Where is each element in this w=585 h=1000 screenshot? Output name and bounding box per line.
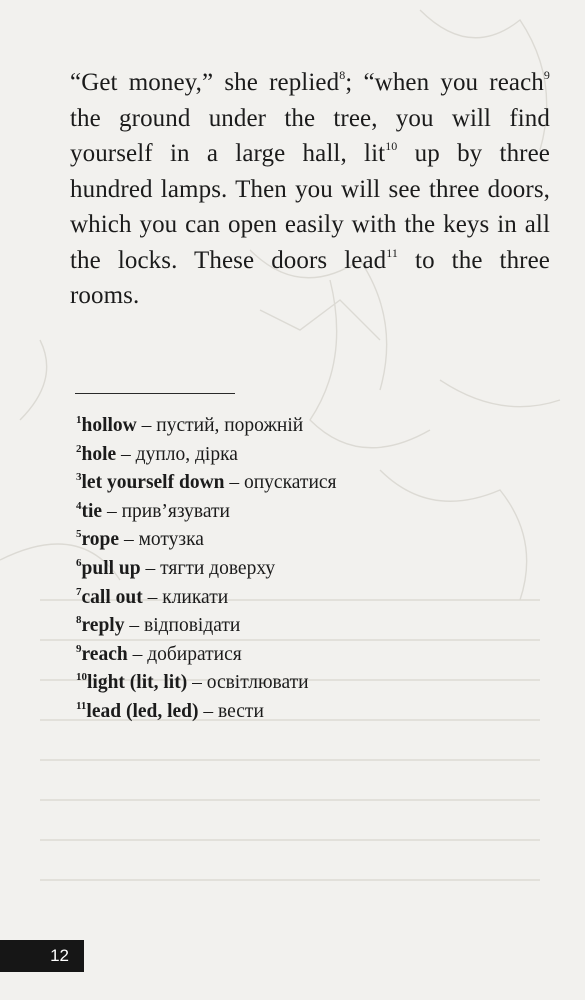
- footnote-item: [76, 412, 536, 441]
- footnote-translation: прив’язувати: [121, 500, 230, 522]
- footnote-term: reply: [81, 615, 125, 637]
- footnote-number: 7: [76, 585, 82, 598]
- footnote-item: [76, 469, 536, 498]
- footnote-number: 3: [76, 471, 82, 484]
- footnote-number: 1: [76, 414, 82, 426]
- footnote-term: hole: [81, 443, 117, 465]
- footnote-separator: –: [224, 472, 244, 494]
- footnote-term: call out: [81, 586, 143, 608]
- footnote-translation: освітлювати: [206, 672, 309, 694]
- footnote-item: [76, 612, 536, 641]
- footnote-term: let yourself down: [81, 472, 225, 494]
- page-number: 12: [50, 946, 69, 965]
- footnote-term: light (lit, lit): [87, 672, 188, 694]
- footnote-separator: –: [142, 586, 163, 608]
- footnote-term: rope: [81, 529, 120, 551]
- footnote-item: [76, 698, 536, 727]
- story-text-segment: the ground under the tree, you will find yourself in a large hall, lit: [70, 104, 550, 167]
- footnote-item: [76, 526, 536, 555]
- footnote-term: tie: [81, 500, 103, 522]
- footnote-translation: добиратися: [147, 643, 242, 665]
- footnote-item: [76, 555, 536, 584]
- footnote-translation: тягти доверху: [160, 557, 276, 579]
- footnote-number: 5: [76, 528, 82, 541]
- footnote-term: hollow: [81, 415, 137, 436]
- footnote-term: pull up: [81, 557, 141, 579]
- footnote-term: reach: [81, 643, 128, 665]
- footnote-item: [76, 641, 536, 670]
- story-text-segment: to the three rooms.: [70, 246, 550, 309]
- footnote-separator: –: [124, 615, 144, 637]
- footnote-divider: [75, 393, 235, 394]
- footnote-separator: –: [140, 557, 161, 579]
- footnote-separator: –: [187, 672, 207, 694]
- footnote-translation: вести: [218, 700, 264, 722]
- footnote-separator: –: [102, 500, 122, 522]
- footnote-separator: –: [116, 443, 136, 465]
- story-text-segment: “Get money,” she replied: [70, 69, 340, 96]
- footnote-translation: опускатися: [244, 472, 337, 494]
- footnote-separator: –: [198, 700, 219, 722]
- footnote-number: 6: [76, 556, 82, 569]
- footnote-separator: –: [119, 529, 139, 551]
- footnotes-list: [76, 412, 536, 727]
- story-text-segment: up by three hundred lamps. Then you will see three doors, which you can open easily with the keys in all the locks. These doors lead: [70, 140, 550, 274]
- footnote-item: [76, 669, 536, 698]
- footnote-translation: мотузка: [138, 529, 204, 551]
- footnote-item: [76, 584, 536, 613]
- footnote-number: 10: [76, 671, 87, 684]
- footnote-ref-8: 8: [339, 68, 346, 82]
- footnote-ref-9: 9: [543, 68, 550, 82]
- footnote-item: [76, 441, 536, 470]
- footnote-number: 4: [76, 499, 82, 512]
- footnote-translation: відповідати: [143, 615, 241, 637]
- footnote-number: 2: [76, 442, 82, 455]
- footnote-number: 9: [76, 642, 82, 655]
- footnote-translation: кликати: [162, 586, 229, 608]
- story-text-segment: ; “when you reach: [345, 69, 544, 96]
- footnote-number: 8: [76, 614, 82, 627]
- footnote-number: 11: [76, 699, 87, 712]
- page-number-tab: [0, 940, 84, 972]
- footnote-ref-11: 11: [386, 245, 399, 260]
- footnote-translation: дупло, дірка: [135, 443, 238, 465]
- footnote-separator: –: [127, 643, 148, 665]
- footnote-item: [76, 498, 536, 527]
- footnote-translation: пустий, порожній: [156, 415, 304, 436]
- story-paragraph: [70, 65, 550, 314]
- footnote-separator: –: [136, 415, 157, 436]
- footnote-term: lead (led, led): [86, 700, 199, 722]
- footnote-ref-10: 10: [385, 139, 398, 153]
